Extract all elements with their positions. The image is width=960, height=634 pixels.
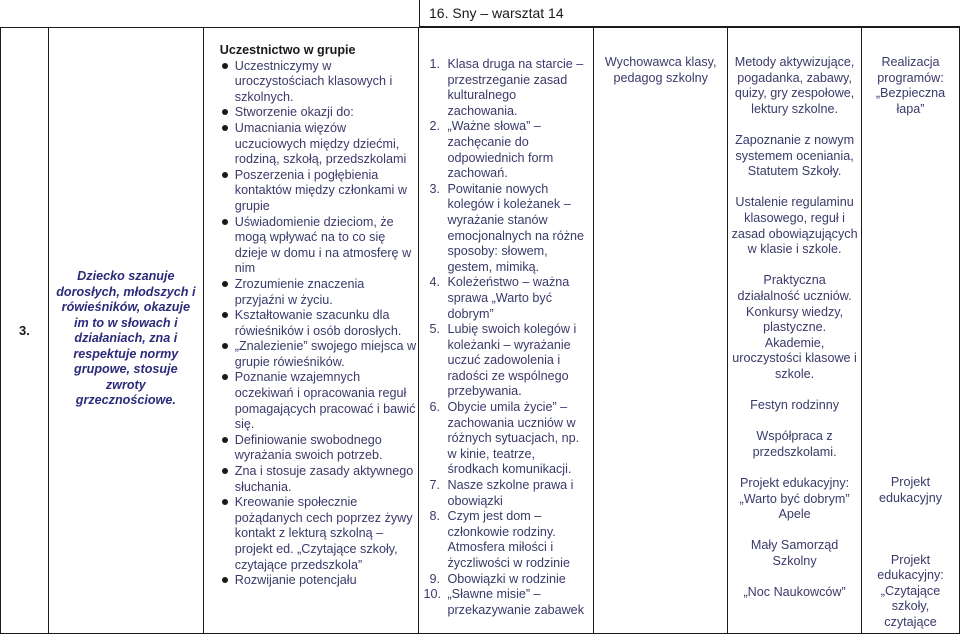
list-item: 10. „Sławne misie” – przekazywanie zabawek xyxy=(423,587,584,617)
realization-item: Projekt edukacyjny xyxy=(879,475,943,505)
list-item: Uświadomienie dzieciom, że mogą wpływać na to co się dzieje w domu i na atmosferę w nim xyxy=(220,215,417,277)
list-item: Uczestniczymy w uroczystościach klasowych i szkolnych. xyxy=(220,59,417,106)
method-item: Mały Samorząd Szkolny xyxy=(750,538,839,568)
requirement-text: Dziecko szanuje dorosłych, młodszych i rówieśników, okazuje im to w słowach i działaniach, zna i respektuje normy grupowe, stosuje zwroty grzecznościowe. xyxy=(56,269,196,407)
list-item: Kształtowanie szacunku dla rówieśników i osób dorosłych. xyxy=(220,308,417,339)
list-item: 2. „Ważne słowa” – zachęcanie do odpowiednich form zachowań. xyxy=(429,119,554,181)
list-item: Rozwijanie potencjału xyxy=(220,573,417,589)
list-item: 5. Lubię swoich kolegów i koleżanki – wyrażanie uczuć zadowolenia i radości ze wspólnego przebywania. xyxy=(429,322,577,399)
realization-item: Projekt edukacyjny: „Czytające szkoły, czytające xyxy=(877,552,944,629)
method-item: Festyn rodzinny xyxy=(750,398,840,413)
responsible-text: Wychowawca klasy, pedagog szkolny xyxy=(604,55,717,85)
program-table xyxy=(0,27,960,634)
list-item: Zna i stosuje zasady aktywnego słuchania. xyxy=(220,464,417,495)
method-item: Konkursy wiedzy, plastyczne. xyxy=(746,304,844,335)
list-item: 8. Czym jest dom – członkowie rodziny. Atmosfera miłości i życzliwości w rodzinie xyxy=(429,509,570,570)
goals-list xyxy=(220,59,417,589)
activities-cell xyxy=(419,28,594,634)
method-item: Praktyczna działalność uczniów. xyxy=(737,273,852,303)
list-item: 9. Obowiązki w rodzinie xyxy=(429,571,566,586)
activities-list xyxy=(419,28,593,618)
method-item: Metody aktywizujące, pogadanka, zabawy, quizy, gry zespołowe, lektury szkolne. xyxy=(734,55,855,116)
requirement-cell xyxy=(48,28,203,634)
list-item: Kreowanie społecznie pożądanych cech poprzez żywy kontakt z lekturą szkolną – projekt ed. „Czytające szkoły, czytające przedszkola” xyxy=(220,495,417,573)
list-item: 1. Klasa druga na starcie – przestrzeganie zasad kulturalnego zachowania. xyxy=(429,57,584,118)
list-item: „Znalezienie” swojego miejsca w grupie rówieśników. xyxy=(220,339,417,370)
method-item: Współpraca z przedszkolami. xyxy=(752,429,837,459)
realization-item: Realizacja programów: „Bezpieczna łapa” xyxy=(875,55,946,116)
list-item: Poszerzenia i pogłębienia kontaktów między członkami w grupie xyxy=(220,168,417,215)
list-item: Poznanie wzajemnych oczekiwań i opracowania reguł pomagających pracować i bawić się. xyxy=(220,370,417,432)
row-number: 3. xyxy=(19,323,30,338)
goals-title: Uczestnictwo w grupie xyxy=(219,43,356,57)
methods-cell xyxy=(728,28,862,634)
row-number-cell xyxy=(1,28,49,634)
section-title: 16. Sny – warsztat 14 xyxy=(429,5,564,21)
list-item: Stworzenie okazji do: xyxy=(220,105,417,121)
list-item: 3. Powitanie nowych kolegów i koleżanek – wyrażanie stanów emocjonalnych na różne sposoby: słowem, gestem, mimiką. xyxy=(429,181,584,274)
realization-cell xyxy=(862,28,960,634)
header-cell xyxy=(419,0,960,27)
method-item: Projekt edukacyjny: „Warto być dobrym” Apele xyxy=(739,476,850,522)
table-row xyxy=(1,28,960,634)
list-item: Definiowanie swobodnego wyrażania swoich potrzeb. xyxy=(220,433,417,464)
list-item: 4. Koleżeństwo – ważna sprawa „Warto być dobrym” xyxy=(429,275,570,321)
method-item: Akademie, uroczystości klasowe i szkole. xyxy=(732,335,857,381)
goals-cell xyxy=(203,28,419,634)
list-item: Zrozumienie znaczenia przyjaźni w życiu. xyxy=(220,277,417,308)
method-item: Ustalenie regulaminu klasowego, reguł i zasad obowiązujących w klasie i szkole. xyxy=(731,195,858,257)
list-item: Umacniania więzów uczuciowych między dziećmi, rodziną, szkołą, przedszkolami xyxy=(220,121,417,168)
realization-list xyxy=(862,28,959,631)
method-item: Zapoznanie z nowym systemem oceniania, Statutem Szkoły. xyxy=(735,132,855,179)
list-item: 7. Nasze szkolne prawa i obowiązki xyxy=(429,478,574,508)
list-item: 6. Obycie umila życie” – zachowania uczniów w różnych sytuacjach, np. w kinie, teatrze, środkach komunikacji. xyxy=(429,400,580,477)
methods-list xyxy=(728,28,861,601)
responsible-cell xyxy=(594,28,728,634)
method-item: „Noc Naukowców” xyxy=(743,585,846,600)
